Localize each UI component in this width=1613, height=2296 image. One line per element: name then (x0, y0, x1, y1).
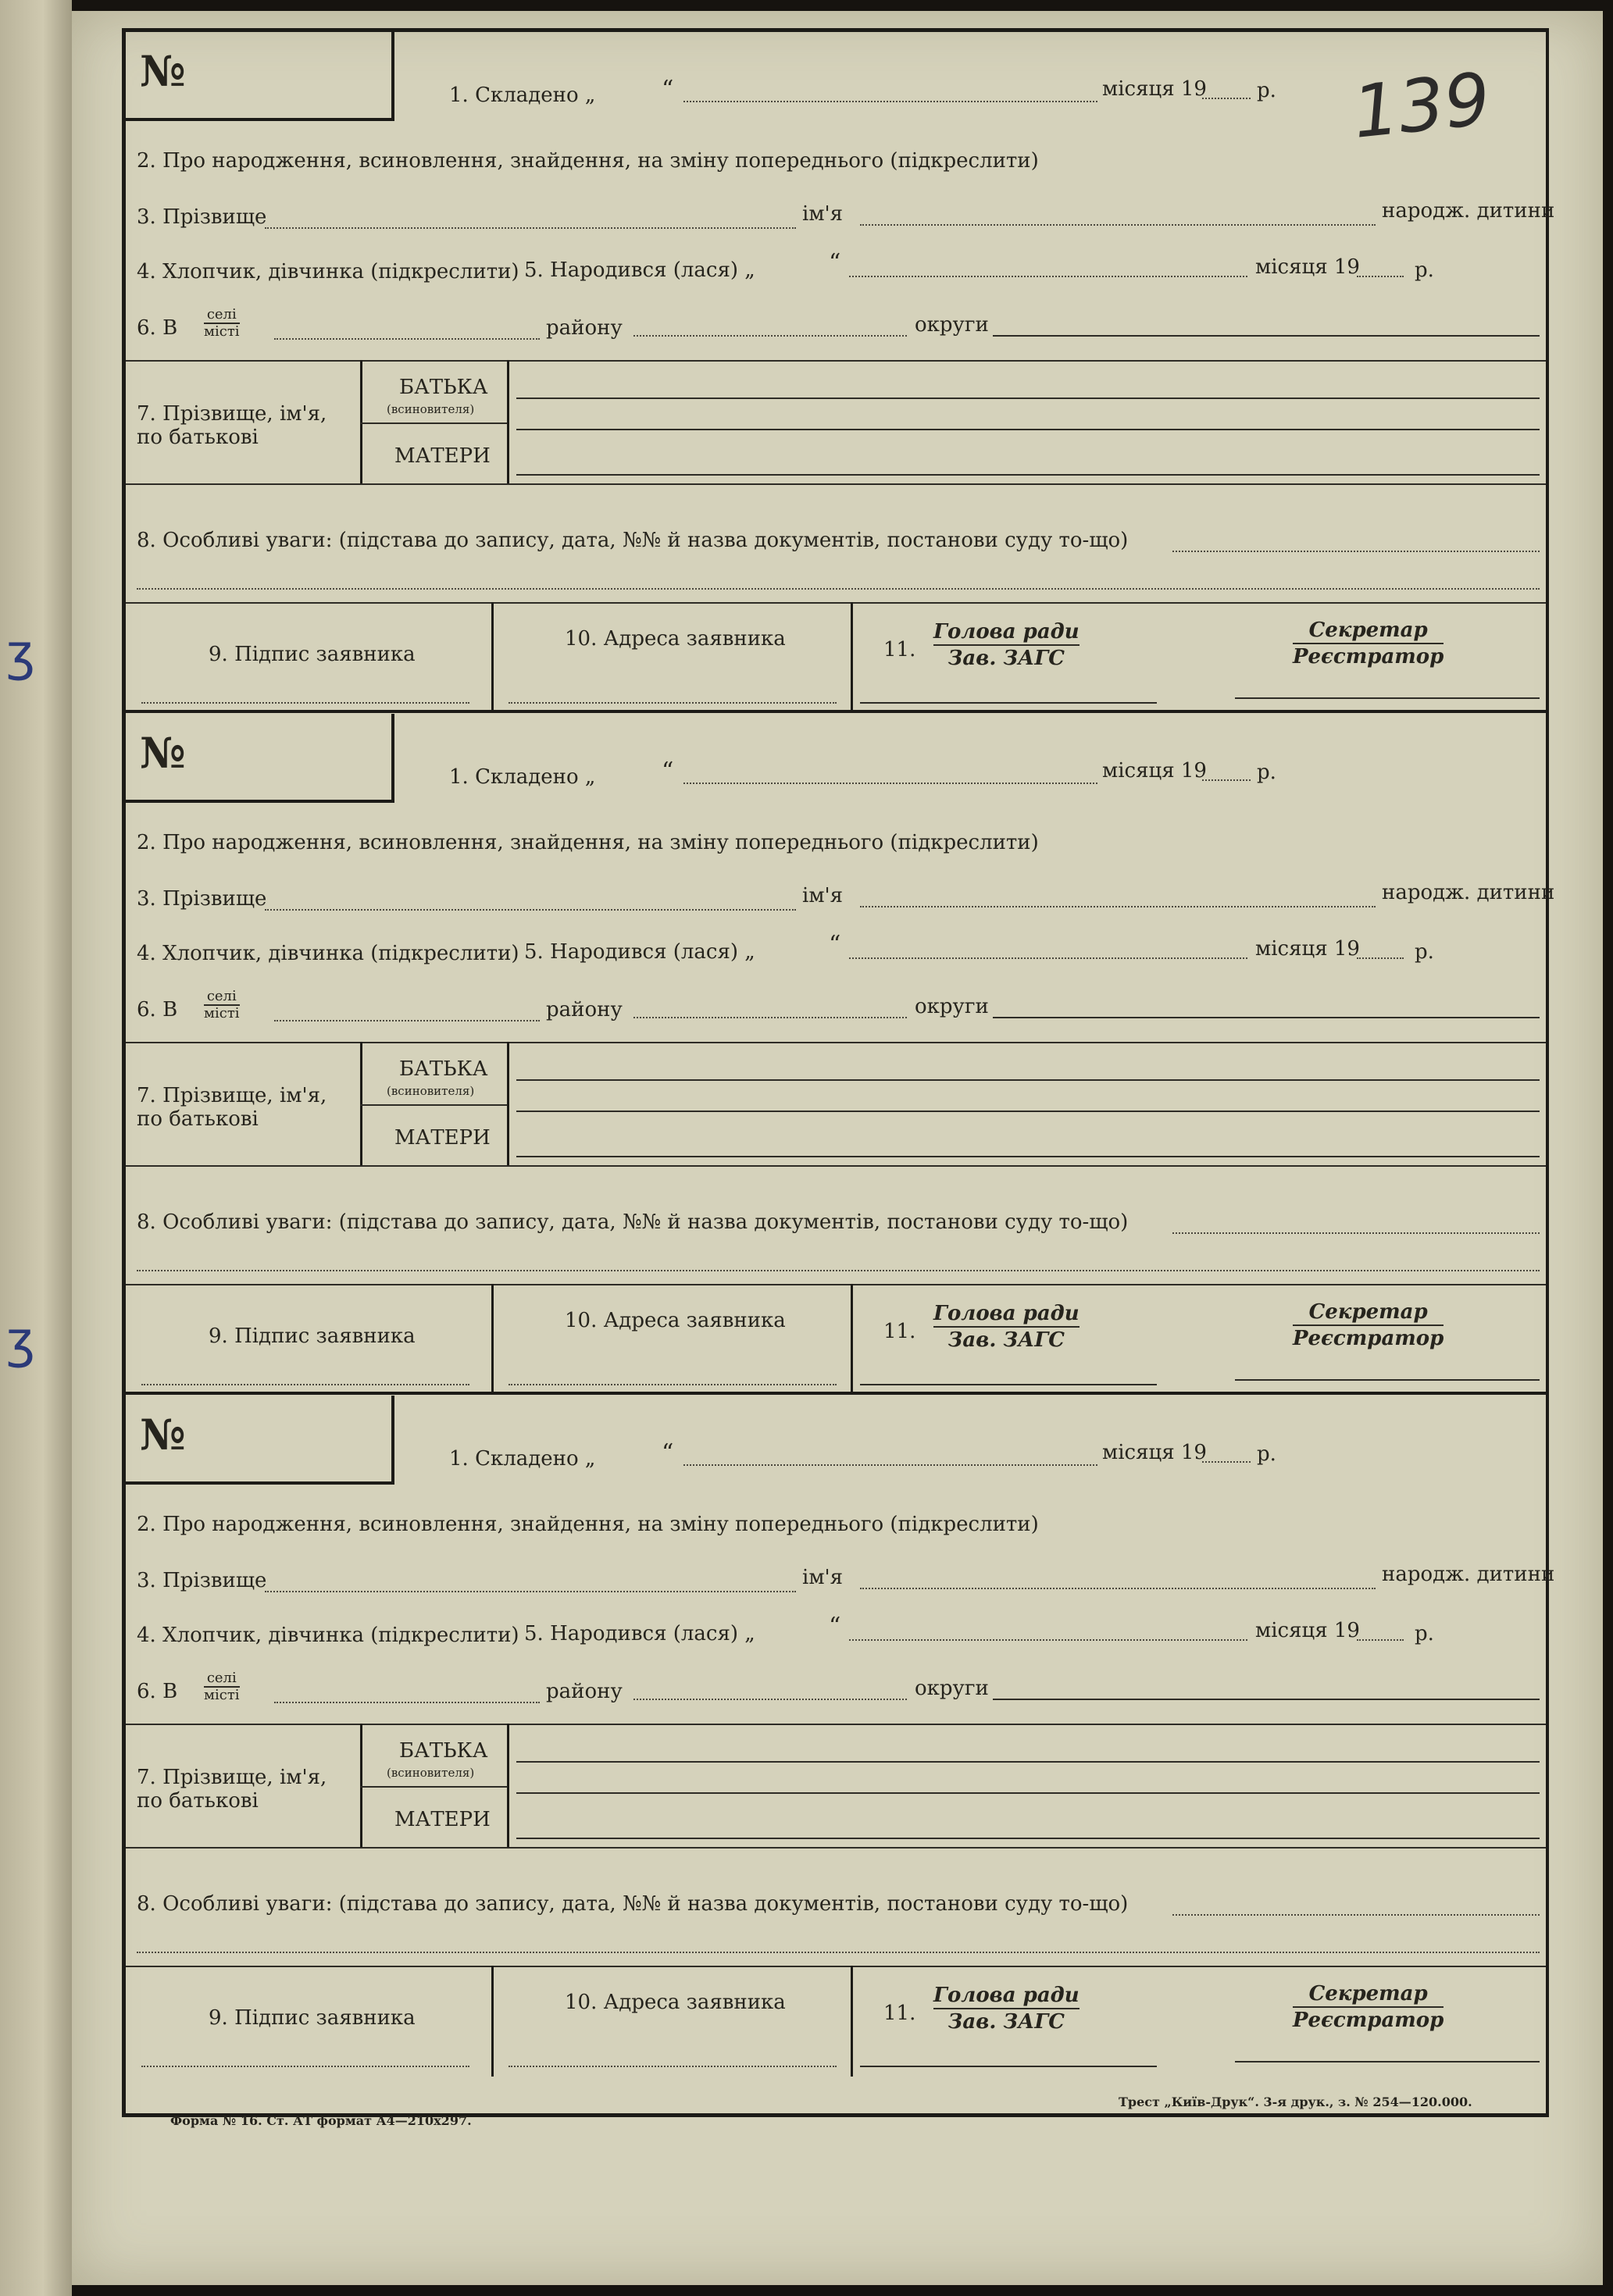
born-year-suffix: р. (1415, 940, 1434, 964)
father-label: БАТЬКА (399, 1739, 488, 1763)
notes-field-2[interactable] (137, 1270, 1540, 1271)
item7-label: 7. Прізвище, ім'я, по батькові (137, 1084, 327, 1131)
composed-date-field[interactable] (683, 101, 1097, 102)
district-field[interactable] (633, 1017, 907, 1018)
item10-label: 10. Адреса заявника (565, 1309, 786, 1332)
applicant-signature-field[interactable] (141, 2066, 469, 2067)
item11-label: 11. (883, 1320, 916, 1343)
registrar-label: Реєстратор (1293, 1327, 1444, 1350)
district-label: району (546, 998, 623, 1021)
section9-top-rule (126, 1284, 1546, 1285)
applicant-address-field[interactable] (509, 1384, 837, 1385)
parent-divider (360, 1104, 507, 1106)
okrug-label: округи (915, 995, 989, 1018)
born-month-label: місяця 19 (1255, 1619, 1360, 1642)
locality-field[interactable] (274, 1020, 540, 1021)
head-council-label: Голова ради (933, 619, 1079, 646)
father-label: БАТЬКА (399, 1057, 488, 1081)
okrug-field[interactable] (993, 1699, 1540, 1700)
section7-divider-2 (507, 1724, 509, 1847)
registry-entry-block (126, 32, 1555, 713)
name-field[interactable] (860, 906, 1376, 907)
birth-year-field[interactable] (1357, 276, 1404, 277)
section9-divider-1 (491, 1966, 494, 2077)
mother-field[interactable] (516, 474, 1540, 476)
district-label: району (546, 1680, 623, 1703)
parent-divider (360, 422, 507, 424)
section9-top-rule (126, 1966, 1546, 1967)
born-quote: “ (829, 249, 841, 276)
village-town-fraction (204, 1670, 240, 1703)
child-birth-label: народж. дитини (1382, 199, 1555, 223)
item10-label: 10. Адреса заявника (565, 1991, 786, 2014)
composed-year-field[interactable] (1202, 98, 1251, 99)
registrar-label: Реєстратор (1293, 645, 1444, 668)
surname-field[interactable] (265, 909, 796, 911)
section7-bottom-rule (126, 1847, 1546, 1849)
item6-label: 6. В (137, 998, 178, 1021)
locality-field[interactable] (274, 1702, 540, 1703)
item11-label: 11. (883, 638, 916, 661)
quote-mark: “ (662, 1439, 674, 1467)
head-zags-label: Зав. ЗАГС (947, 1328, 1065, 1352)
form-frame (122, 28, 1555, 2117)
section9-divider-1 (491, 1284, 494, 1395)
item8-label: 8. Особливі уваги: (підстава до запису, дата, №№ й назва документів, постанови суду то-що) (137, 529, 1129, 552)
child-birth-label: народж. дитини (1382, 881, 1555, 904)
item2-label: 2. Про народження, всиновлення, знайдення, на зміну попереднього (підкреслити) (137, 1513, 1039, 1536)
registrar-label: Реєстратор (1293, 2009, 1444, 2032)
okrug-label: округи (915, 313, 989, 337)
applicant-address-field[interactable] (509, 2066, 837, 2067)
born-label: 5. Народився (лася) „ (524, 940, 755, 964)
born-month-label: місяця 19 (1255, 937, 1360, 961)
notes-field-2[interactable] (137, 1952, 1540, 1953)
village-label: селі (204, 989, 240, 1006)
footer-printer: Трест „Київ-Друк“. 3-я друк., з. № 254—120.000. (1119, 2095, 1472, 2109)
name-label: ім'я (802, 884, 844, 907)
head-council-label: Голова ради (933, 1983, 1079, 2009)
year-suffix: р. (1257, 761, 1276, 784)
okrug-field[interactable] (993, 1017, 1540, 1018)
birth-year-field[interactable] (1357, 1639, 1404, 1641)
section7-bottom-rule (126, 1165, 1546, 1167)
village-label: селі (204, 307, 240, 324)
adopter-label: (всиновителя) (387, 402, 475, 416)
secretary-label: Секретар (1293, 1300, 1443, 1326)
item9-label: 9. Підпис заявника (209, 1324, 416, 1348)
born-quote: “ (829, 1613, 841, 1640)
section7-bottom-rule (126, 483, 1546, 485)
name-label: ім'я (802, 1566, 844, 1589)
parent-divider (360, 1786, 507, 1788)
entry-number-box (126, 1396, 394, 1485)
district-label: району (546, 316, 623, 340)
item10-label: 10. Адреса заявника (565, 627, 786, 651)
father-field-2[interactable] (516, 1792, 1540, 1794)
adopter-label: (всиновителя) (387, 1084, 475, 1098)
section7-divider-2 (507, 360, 509, 483)
name-field[interactable] (860, 1588, 1376, 1589)
applicant-signature-field[interactable] (141, 702, 469, 704)
child-birth-label: народж. дитини (1382, 1563, 1555, 1586)
okrug-field[interactable] (993, 335, 1540, 337)
village-town-fraction (204, 307, 240, 340)
section7-divider-1 (360, 360, 362, 483)
town-label: місті (204, 323, 240, 340)
birth-date-field[interactable] (849, 276, 1247, 277)
section7-top-rule (126, 1042, 1546, 1043)
locality-field[interactable] (274, 338, 540, 340)
surname-field[interactable] (265, 1591, 796, 1592)
adopter-label: (всиновителя) (387, 1766, 475, 1780)
born-year-suffix: р. (1415, 258, 1434, 282)
item2-label: 2. Про народження, всиновлення, знайдення, на зміну попереднього (підкреслити) (137, 149, 1039, 173)
mother-field[interactable] (516, 1838, 1540, 1839)
form-sheet (72, 11, 1603, 2285)
born-year-suffix: р. (1415, 1622, 1434, 1645)
margin-pen-mark: ʒ (6, 625, 35, 683)
notes-field-1[interactable] (1172, 1914, 1540, 1916)
boy-girl-label: 4. Хлопчик, дівчинка (підкреслити) (137, 260, 519, 283)
village-town-fraction (204, 989, 240, 1021)
composed-label: 1. Складено „ (449, 765, 596, 789)
registry-entry-block (126, 714, 1555, 1395)
quote-mark: “ (662, 76, 674, 103)
secretary-label: Секретар (1293, 1981, 1443, 2008)
born-label: 5. Народився (лася) „ (524, 258, 755, 282)
birth-year-field[interactable] (1357, 957, 1404, 959)
item7-label: 7. Прізвище, ім'я, по батькові (137, 402, 327, 449)
head-zags-label: Зав. ЗАГС (947, 2010, 1065, 2034)
composed-label: 1. Складено „ (449, 1447, 596, 1471)
year-suffix: р. (1257, 79, 1276, 102)
town-label: місті (204, 1005, 240, 1021)
okrug-label: округи (915, 1677, 989, 1700)
previous-page-edge (0, 0, 72, 2296)
section9-divider-2 (851, 602, 853, 713)
section7-top-rule (126, 1724, 1546, 1725)
mother-label: МАТЕРИ (394, 1808, 491, 1831)
notes-field-1[interactable] (1172, 1232, 1540, 1234)
name-label: ім'я (802, 202, 844, 226)
applicant-address-field[interactable] (509, 702, 837, 704)
head-signature-field[interactable] (860, 702, 1157, 704)
father-field-1[interactable] (516, 1079, 1540, 1081)
item2-label: 2. Про народження, всиновлення, знайдення, на зміну попереднього (підкреслити) (137, 831, 1039, 854)
applicant-signature-field[interactable] (141, 1384, 469, 1385)
father-label: БАТЬКА (399, 376, 488, 399)
composed-date-field[interactable] (683, 1464, 1097, 1466)
handwritten-page-number: 139 (1348, 57, 1494, 155)
born-quote: “ (829, 931, 841, 958)
surname-label: 3. Прізвище (137, 1569, 267, 1592)
section7-top-rule (126, 360, 1546, 362)
month-label: місяця 19 (1102, 77, 1207, 101)
head-signature-field[interactable] (860, 2066, 1157, 2067)
head-fraction (933, 1301, 1079, 1353)
birth-date-field[interactable] (849, 957, 1247, 959)
mother-field[interactable] (516, 1156, 1540, 1157)
head-zags-label: Зав. ЗАГС (947, 647, 1065, 670)
number-sign: № (140, 1410, 186, 1460)
number-sign: № (140, 728, 186, 778)
name-field[interactable] (860, 224, 1376, 226)
margin-pen-mark: ʒ (6, 1312, 35, 1370)
father-field-1[interactable] (516, 1761, 1540, 1763)
birth-date-field[interactable] (849, 1639, 1247, 1641)
section9-divider-2 (851, 1966, 853, 2077)
item8-label: 8. Особливі уваги: (підстава до запису, дата, №№ й назва документів, постанови суду то-що) (137, 1210, 1129, 1234)
quote-mark: “ (662, 758, 674, 785)
section7-divider-1 (360, 1042, 362, 1165)
father-field-2[interactable] (516, 1111, 1540, 1112)
notes-field-1[interactable] (1172, 551, 1540, 552)
item7-label: 7. Прізвище, ім'я, по батькові (137, 1766, 327, 1813)
item8-label: 8. Особливі уваги: (підстава до запису, дата, №№ й назва документів, постанови суду то-що) (137, 1892, 1129, 1916)
entry-number-box (126, 714, 394, 803)
district-field[interactable] (633, 335, 907, 337)
item6-label: 6. В (137, 316, 178, 340)
item9-label: 9. Підпис заявника (209, 643, 416, 666)
notes-field-2[interactable] (137, 588, 1540, 590)
section9-top-rule (126, 602, 1546, 604)
year-suffix: р. (1257, 1442, 1276, 1466)
born-label: 5. Народився (лася) „ (524, 1622, 755, 1645)
father-field-2[interactable] (516, 429, 1540, 430)
composed-year-field[interactable] (1202, 779, 1251, 781)
head-fraction (933, 619, 1079, 671)
secretary-fraction (1293, 1300, 1443, 1351)
village-label: селі (204, 1670, 240, 1688)
mother-label: МАТЕРИ (394, 444, 491, 468)
secretary-label: Секретар (1293, 618, 1443, 644)
boy-girl-label: 4. Хлопчик, дівчинка (підкреслити) (137, 942, 519, 965)
registry-entry-block (126, 1396, 1555, 2077)
section7-divider-2 (507, 1042, 509, 1165)
composed-year-field[interactable] (1202, 1461, 1251, 1463)
secretary-signature-field[interactable] (1235, 697, 1540, 699)
surname-field[interactable] (265, 227, 796, 229)
section9-divider-1 (491, 602, 494, 713)
secretary-signature-field[interactable] (1235, 2061, 1540, 2062)
born-month-label: місяця 19 (1255, 255, 1360, 279)
town-label: місті (204, 1687, 240, 1703)
father-field-1[interactable] (516, 398, 1540, 399)
month-label: місяця 19 (1102, 759, 1207, 783)
item6-label: 6. В (137, 1680, 178, 1703)
section7-divider-1 (360, 1724, 362, 1847)
number-sign: № (140, 46, 186, 96)
item11-label: 11. (883, 2002, 916, 2025)
section9-divider-2 (851, 1284, 853, 1395)
head-signature-field[interactable] (860, 1384, 1157, 1385)
boy-girl-label: 4. Хлопчик, дівчинка (підкреслити) (137, 1624, 519, 1647)
district-field[interactable] (633, 1699, 907, 1700)
head-council-label: Голова ради (933, 1301, 1079, 1328)
month-label: місяця 19 (1102, 1441, 1207, 1464)
secretary-fraction (1293, 1981, 1443, 2033)
mother-label: МАТЕРИ (394, 1126, 491, 1150)
surname-label: 3. Прізвище (137, 205, 267, 229)
surname-label: 3. Прізвище (137, 887, 267, 911)
head-fraction (933, 1983, 1079, 2034)
secretary-signature-field[interactable] (1235, 1379, 1540, 1381)
entry-number-box (126, 32, 394, 121)
secretary-fraction (1293, 618, 1443, 669)
footer-form-code: Форма № 16. Ст. АТ формат А4—210х297. (170, 2113, 472, 2128)
composed-date-field[interactable] (683, 783, 1097, 784)
item9-label: 9. Підпис заявника (209, 2006, 416, 2030)
composed-label: 1. Складено „ (449, 84, 596, 107)
